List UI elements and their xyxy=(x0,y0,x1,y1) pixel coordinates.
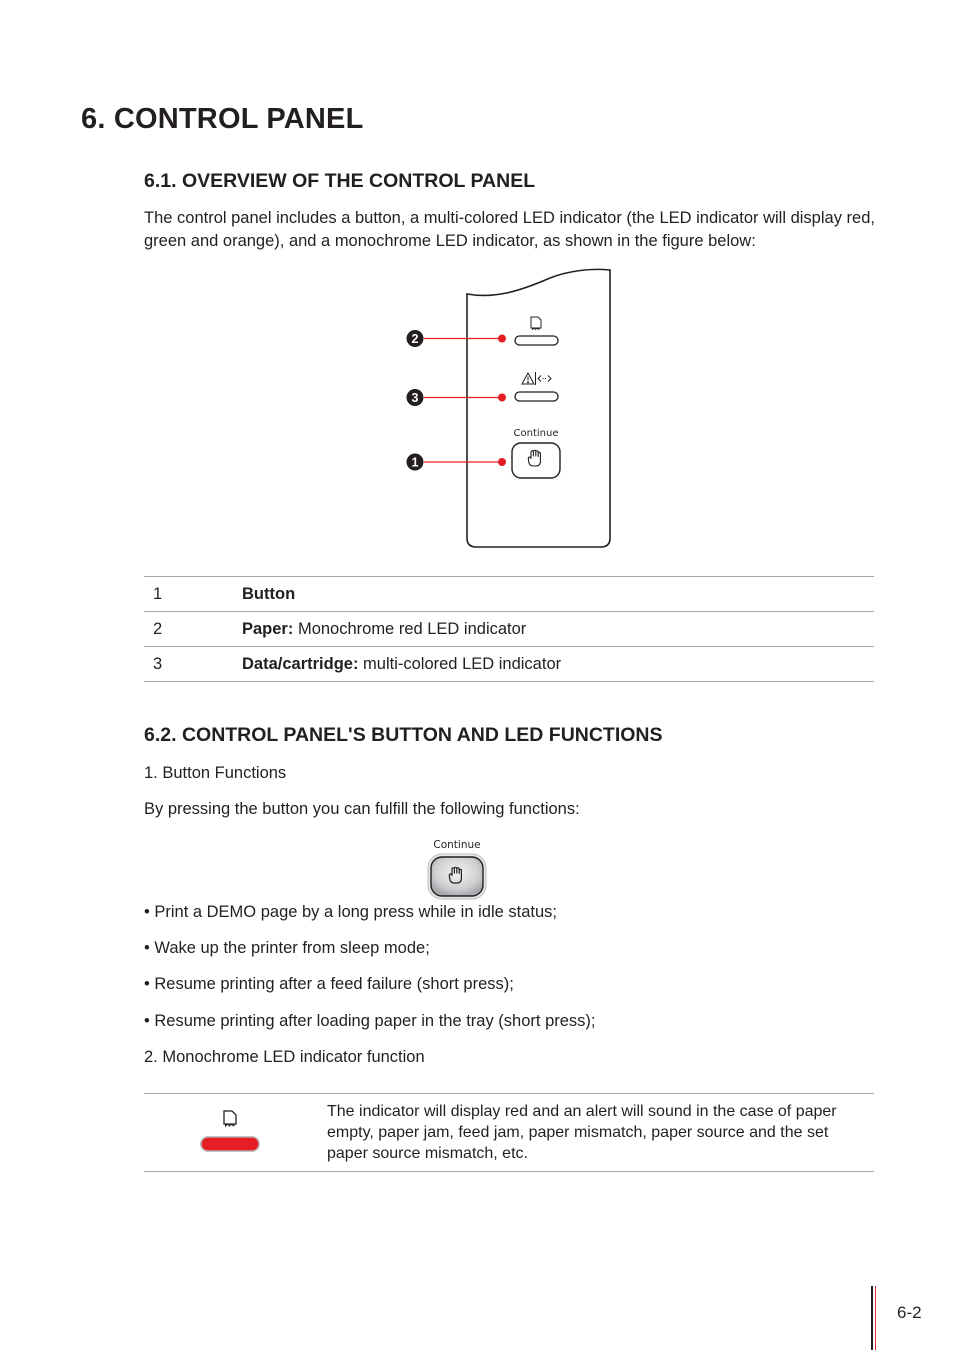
paper-icon xyxy=(222,1110,238,1128)
page-edge-accent xyxy=(875,1286,876,1350)
table-row xyxy=(144,577,874,612)
data-led xyxy=(515,392,558,401)
continue-label: Continue xyxy=(513,428,559,439)
table-row xyxy=(144,647,874,682)
legend-num: 1 xyxy=(144,577,242,612)
button-functions-heading: 1. Button Functions xyxy=(144,764,287,782)
page-edge-line xyxy=(871,1286,873,1350)
chapter-title: 6. CONTROL PANEL xyxy=(81,103,364,135)
table-row xyxy=(144,612,874,647)
button-functions-intro: By pressing the button you can fulfill the following functions: xyxy=(144,800,580,818)
indicator-table xyxy=(144,1093,874,1172)
continue-label-2: Continue xyxy=(433,839,481,851)
section-1-intro: The control panel includes a button, a multi-colored LED indicator (the LED indicator will display red, green and orange), and a monochrome LED indicator, as shown in the figure below: xyxy=(144,209,875,250)
callout-3: 3 xyxy=(411,391,419,405)
bullet-item: • Print a DEMO page by a long press while in idle status; xyxy=(144,903,557,921)
legend-desc: Paper: Monochrome red LED indicator xyxy=(242,612,874,647)
bullet-item: • Resume printing after a feed failure (short press); xyxy=(144,975,514,993)
legend-table xyxy=(144,576,874,682)
bullet-item: • Resume printing after loading paper in the tray (short press); xyxy=(144,1012,596,1030)
control-panel-figure xyxy=(400,266,620,556)
bullet-item: • Wake up the printer from sleep mode; xyxy=(144,939,430,957)
panel-outline xyxy=(467,269,610,547)
continue-button xyxy=(512,443,560,478)
legend-num: 2 xyxy=(144,612,242,647)
section-2-title: 6.2. CONTROL PANEL'S BUTTON AND LED FUNCTIONS xyxy=(144,724,663,746)
legend-num: 3 xyxy=(144,647,242,682)
callout-1: 1 xyxy=(411,455,419,470)
led-function-heading: 2. Monochrome LED indicator function xyxy=(144,1048,425,1066)
red-led-indicator xyxy=(200,1136,260,1152)
legend-desc: Button xyxy=(242,577,874,612)
continue-button-graphic xyxy=(420,837,496,901)
indicator-description: The indicator will display red and an alert will sound in the case of paper empty, paper jam, feed jam, paper mismatch, paper source and the set paper source mismatch, etc. xyxy=(327,1103,837,1162)
paper-led xyxy=(515,336,558,345)
legend-desc: Data/cartridge: multi-colored LED indicator xyxy=(242,647,874,682)
section-1-title: 6.1. OVERVIEW OF THE CONTROL PANEL xyxy=(144,170,536,192)
callout-2: 2 xyxy=(411,332,419,346)
page-number: 6-2 xyxy=(897,1303,922,1322)
